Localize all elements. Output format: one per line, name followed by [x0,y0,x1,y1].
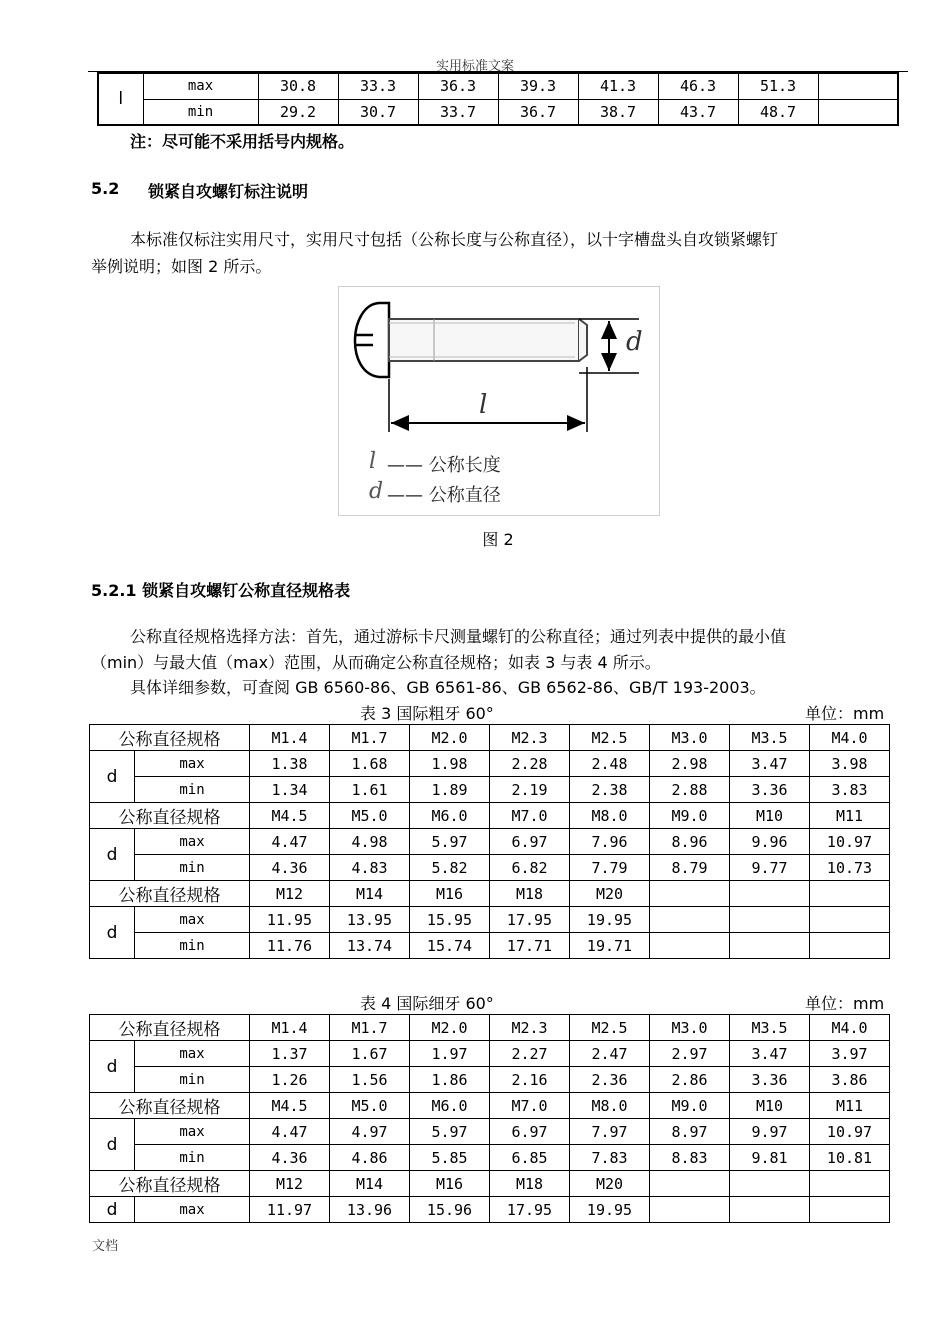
figure-label-l: l [479,390,488,420]
table-cell: 33.3 [338,73,418,99]
table-row [90,751,890,777]
table-cell: 39.3 [498,73,578,99]
value-cell: 6.97 [490,1119,570,1145]
value-cell: 3.36 [730,777,810,803]
value-cell: 2.47 [570,1041,650,1067]
table-cell: 43.7 [658,99,738,125]
spec-cell: M9.0 [650,1093,730,1119]
value-cell: 8.96 [650,829,730,855]
screw-figure [338,286,660,516]
value-cell: 5.82 [410,855,490,881]
value-cell: 5.97 [410,829,490,855]
value-cell: 1.34 [250,777,330,803]
spec-row [90,803,890,829]
spec-cell: M8.0 [570,803,650,829]
value-cell [810,933,890,959]
value-cell: 3.47 [730,1041,810,1067]
table3-unit: 单位：mm [805,704,885,723]
min-label: min [135,1067,250,1093]
value-cell: 3.36 [730,1067,810,1093]
table-row [98,73,898,99]
value-cell: 3.83 [810,777,890,803]
value-cell: 5.85 [410,1145,490,1171]
value-cell: 15.74 [410,933,490,959]
spec-cell: M4.5 [250,1093,330,1119]
d-label: d [90,1041,135,1093]
value-cell: 19.71 [570,933,650,959]
min-label: min [135,855,250,881]
spec-cell: M18 [490,881,570,907]
value-cell: 4.98 [330,829,410,855]
spec-cell: M5.0 [330,803,410,829]
value-cell: 3.98 [810,751,890,777]
max-label: max [135,1041,250,1067]
spec-label: 公称直径规格 [90,1171,250,1197]
value-cell: 1.56 [330,1067,410,1093]
table4-fine-thread [89,1014,890,1223]
spec-label: 公称直径规格 [90,1093,250,1119]
spec-cell: M2.0 [410,1015,490,1041]
value-cell: 19.95 [570,1197,650,1223]
spec-cell: M20 [570,881,650,907]
value-cell [810,1197,890,1223]
spec-cell: M3.0 [650,1015,730,1041]
spec-cell: M12 [250,881,330,907]
value-cell: 17.95 [490,1197,570,1223]
min-label: min [135,777,250,803]
value-cell [810,907,890,933]
table-row [90,829,890,855]
page-header: 实用标准文案 [435,59,514,74]
value-cell [730,1197,810,1223]
note-text: 注：尽可能不采用括号内规格。 [130,132,355,151]
value-cell: 15.96 [410,1197,490,1223]
spec-cell: M10 [730,803,810,829]
value-cell: 4.36 [250,1145,330,1171]
value-cell: 8.97 [650,1119,730,1145]
value-cell: 1.68 [330,751,410,777]
spec-cell: M2.3 [490,725,570,751]
value-cell: 17.95 [490,907,570,933]
table-cell [818,73,898,99]
table3-coarse-thread [89,724,890,959]
value-cell [730,907,810,933]
value-cell: 11.97 [250,1197,330,1223]
d-label: d [90,1119,135,1171]
spec-cell: M5.0 [330,1093,410,1119]
spec-cell: M2.5 [570,725,650,751]
value-cell: 3.47 [730,751,810,777]
table-row [90,907,890,933]
spec-cell: M16 [410,881,490,907]
value-cell: 1.98 [410,751,490,777]
spec-row [90,725,890,751]
value-cell: 15.95 [410,907,490,933]
value-cell: 4.47 [250,1119,330,1145]
table-row [90,933,890,959]
spec-cell [810,881,890,907]
section-5-2-number: 5.2 [91,179,120,198]
value-cell: 6.82 [490,855,570,881]
value-cell: 1.38 [250,751,330,777]
spec-cell [650,881,730,907]
spec-cell: M4.0 [810,725,890,751]
spec-cell: M16 [410,1171,490,1197]
section-5-2-1-title: 5.2.1 锁紧自攻螺钉公称直径规格表 [91,581,351,600]
d-label: d [90,1197,135,1223]
table-cell [818,99,898,125]
spec-cell: M3.5 [730,725,810,751]
value-cell: 2.97 [650,1041,730,1067]
value-cell: 4.86 [330,1145,410,1171]
spec-row [90,1015,890,1041]
figure-legend-d-text: —— 公称直径 [387,485,501,506]
value-cell: 10.97 [810,1119,890,1145]
table-cell: 29.2 [258,99,338,125]
value-cell: 2.38 [570,777,650,803]
value-cell: 1.67 [330,1041,410,1067]
spec-cell: M1.4 [250,725,330,751]
section-5-2-para-line2: 举例说明；如图 2 所示。 [91,257,272,276]
spec-cell: M1.7 [330,725,410,751]
spec-cell: M2.0 [410,725,490,751]
value-cell: 19.95 [570,907,650,933]
table-row [90,1119,890,1145]
spec-cell: M11 [810,803,890,829]
value-cell: 10.81 [810,1145,890,1171]
spec-cell: M14 [330,881,410,907]
table-cell: 30.8 [258,73,338,99]
spec-cell [730,881,810,907]
max-label: max [135,1119,250,1145]
max-label: max [135,907,250,933]
value-cell: 2.88 [650,777,730,803]
table-row [90,1145,890,1171]
value-cell: 6.85 [490,1145,570,1171]
table-row [90,1041,890,1067]
group-label: l [98,73,143,125]
value-cell: 9.77 [730,855,810,881]
value-cell: 4.36 [250,855,330,881]
spec-label: 公称直径规格 [90,881,250,907]
value-cell: 5.97 [410,1119,490,1145]
value-cell: 1.97 [410,1041,490,1067]
value-cell: 6.97 [490,829,570,855]
value-cell: 7.97 [570,1119,650,1145]
value-cell [650,933,730,959]
max-label: max [135,1197,250,1223]
value-cell: 9.81 [730,1145,810,1171]
value-cell: 10.97 [810,829,890,855]
spec-cell: M4.0 [810,1015,890,1041]
table4-unit: 单位：mm [805,994,885,1013]
figure-label-d: d [626,327,643,357]
table-cell: 48.7 [738,99,818,125]
value-cell: 9.97 [730,1119,810,1145]
spec-cell: M1.4 [250,1015,330,1041]
spec-cell [650,1171,730,1197]
spec-cell [730,1171,810,1197]
table-cell: 36.7 [498,99,578,125]
table-cell: 36.3 [418,73,498,99]
table-cell: 51.3 [738,73,818,99]
spec-row [90,1171,890,1197]
value-cell [650,907,730,933]
section-5-2-1-para-line2: （min）与最大值（max）范围，从而确定公称直径规格；如表 3 与表 4 所示。 [91,653,661,672]
value-cell: 1.61 [330,777,410,803]
value-cell: 8.83 [650,1145,730,1171]
value-cell: 1.26 [250,1067,330,1093]
value-cell: 4.97 [330,1119,410,1145]
table-cell: 46.3 [658,73,738,99]
spec-cell: M2.3 [490,1015,570,1041]
table-row [98,99,898,125]
spec-cell: M12 [250,1171,330,1197]
spec-cell: M11 [810,1093,890,1119]
section-5-2-title: 锁紧自攻螺钉标注说明 [148,182,309,201]
value-cell: 2.98 [650,751,730,777]
spec-cell: M10 [730,1093,810,1119]
spec-label: 公称直径规格 [90,1015,250,1041]
page-footer: 文档 [92,1239,119,1254]
spec-cell: M3.0 [650,725,730,751]
spec-cell: M3.5 [730,1015,810,1041]
value-cell: 2.16 [490,1067,570,1093]
table-cell: 38.7 [578,99,658,125]
spec-cell: M7.0 [490,803,570,829]
value-cell: 8.79 [650,855,730,881]
d-label: d [90,907,135,959]
spec-cell: M9.0 [650,803,730,829]
figure-legend-d-symbol: d [369,479,384,504]
table-row [90,1197,890,1223]
spec-cell: M4.5 [250,803,330,829]
spec-row [90,881,890,907]
table-cell: 30.7 [338,99,418,125]
spec-cell: M8.0 [570,1093,650,1119]
value-cell: 13.96 [330,1197,410,1223]
value-cell: 11.95 [250,907,330,933]
max-label: max [135,829,250,855]
spec-cell: M6.0 [410,1093,490,1119]
table-cell: 41.3 [578,73,658,99]
table-row [90,1067,890,1093]
spec-label: 公称直径规格 [90,725,250,751]
value-cell: 7.83 [570,1145,650,1171]
table3-title: 表 3 国际粗牙 60° [360,704,494,723]
value-cell: 9.96 [730,829,810,855]
spec-cell: M2.5 [570,1015,650,1041]
value-cell: 13.74 [330,933,410,959]
spec-cell: M14 [330,1171,410,1197]
value-cell: 2.48 [570,751,650,777]
value-cell: 1.89 [410,777,490,803]
value-cell: 2.86 [650,1067,730,1093]
value-cell [730,933,810,959]
value-cell: 7.96 [570,829,650,855]
spec-row [90,1093,890,1119]
max-label: max [135,751,250,777]
value-cell: 2.36 [570,1067,650,1093]
spec-cell: M20 [570,1171,650,1197]
spec-cell: M1.7 [330,1015,410,1041]
value-cell: 7.79 [570,855,650,881]
value-cell: 2.28 [490,751,570,777]
value-cell: 17.71 [490,933,570,959]
table-cell: 33.7 [418,99,498,125]
value-cell: 4.47 [250,829,330,855]
figure-caption: 图 2 [482,530,514,549]
figure-legend-l-text: —— 公称长度 [387,455,501,476]
d-label: d [90,751,135,803]
d-label: d [90,829,135,881]
min-label: min [135,1145,250,1171]
spec-cell: M7.0 [490,1093,570,1119]
value-cell: 10.73 [810,855,890,881]
value-cell: 1.37 [250,1041,330,1067]
table-row [90,777,890,803]
value-cell: 4.83 [330,855,410,881]
top-length-table [97,72,899,126]
row-label: min [143,99,258,125]
value-cell: 11.76 [250,933,330,959]
value-cell: 2.27 [490,1041,570,1067]
section-5-2-1-para-line3: 具体详细参数，可查阅 GB 6560-86、GB 6561-86、GB 6562-86、GB/T 193-2003。 [130,678,766,697]
spec-label: 公称直径规格 [90,803,250,829]
value-cell: 3.97 [810,1041,890,1067]
value-cell [650,1197,730,1223]
value-cell: 2.19 [490,777,570,803]
section-5-2-1-para-line1: 公称直径规格选择方法：首先，通过游标卡尺测量螺钉的公称直径；通过列表中提供的最小值 [130,627,787,646]
table-row [90,855,890,881]
figure-legend-l-symbol: l [369,449,377,474]
value-cell: 1.86 [410,1067,490,1093]
spec-cell: M18 [490,1171,570,1197]
table4-title: 表 4 国际细牙 60° [360,994,494,1013]
spec-cell [810,1171,890,1197]
row-label: max [143,73,258,99]
value-cell: 13.95 [330,907,410,933]
spec-cell: M6.0 [410,803,490,829]
min-label: min [135,933,250,959]
value-cell: 3.86 [810,1067,890,1093]
section-5-2-para-line1: 本标准仅标注实用尺寸，实用尺寸包括（公称长度与公称直径），以十字槽盘头自攻锁紧螺钉 [130,230,779,249]
